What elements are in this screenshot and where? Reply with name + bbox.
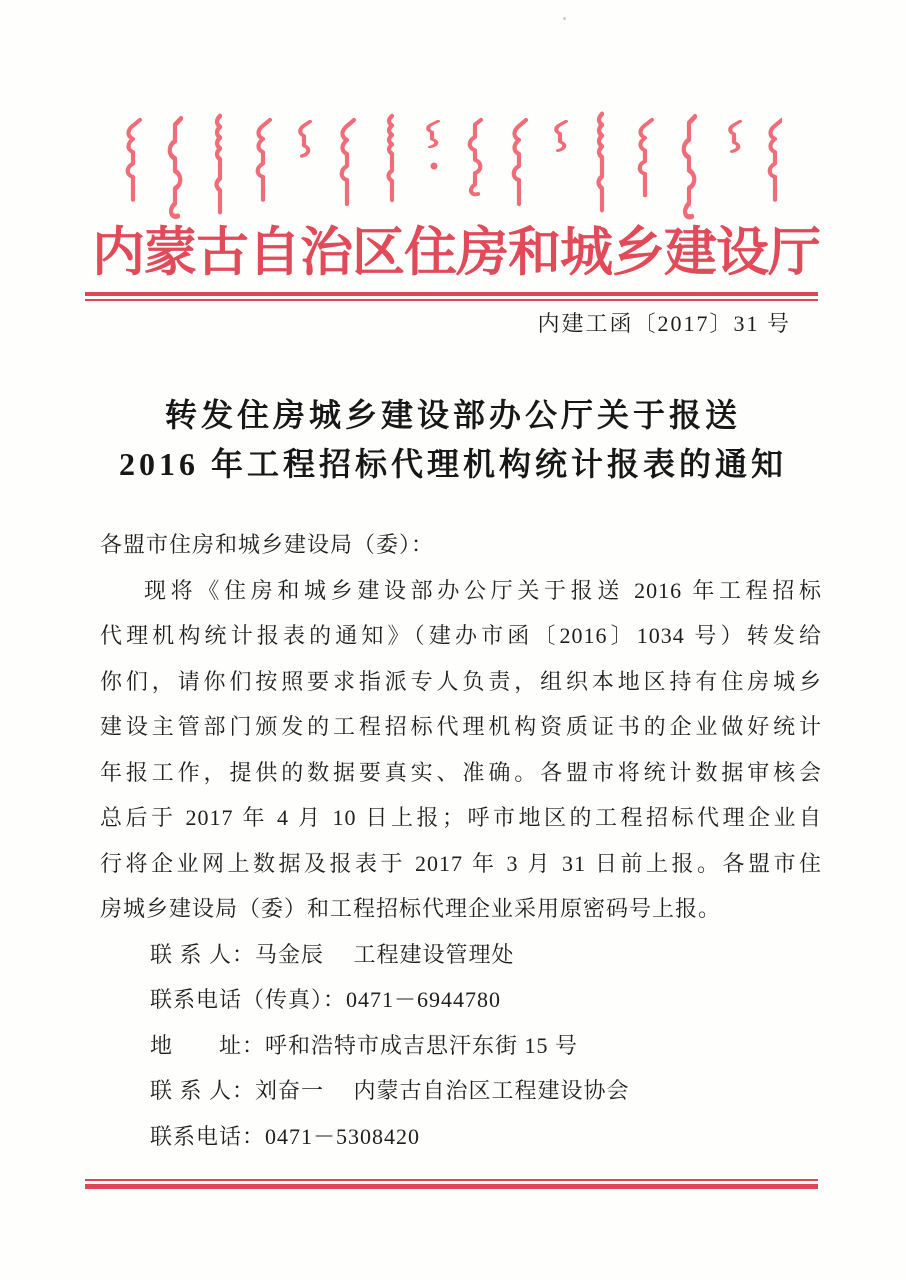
body-line: 年报工作，提供的数据要真实、准确。各盟市将统计数据审核会 (100, 759, 822, 785)
body-line: 现将《住房和城乡建设部办公厅关于报送 2016 年工程招标 (144, 577, 822, 603)
body-line: 代理机构统计报表的通知》（建办市函〔2016〕1034 号）转发给 (100, 623, 822, 648)
document-body (100, 522, 822, 1159)
department-name: 内蒙古自治区住房和城乡建设厅 (92, 224, 820, 282)
header-rule-thin (85, 299, 818, 301)
footer-rule-thick (85, 1184, 818, 1189)
body-line: 建设主管部门颁发的工程招标代理机构资质证书的企业做好统计 (100, 714, 822, 739)
mongolian-script-header (122, 110, 782, 228)
body-line: 行将企业网上数据及报表于 2017 年 3 月 31 日前上报。各盟市住 (100, 850, 822, 876)
contact-phone2-line: 联系电话：0471－5308420 (150, 1123, 421, 1149)
body-line: 你们，请你们按照要求指派专人负责，组织本地区持有住房城乡 (100, 668, 822, 694)
body-line: 总后于 2017 年 4 月 10 日上报；呼市地区的工程招标代理企业自 (100, 805, 822, 830)
header-rule-thick (85, 292, 818, 296)
contact-person2-line: 联 系 人：刘奋一 内蒙古自治区工程建设协会 (150, 1078, 630, 1103)
document-title-line1: 转发住房城乡建设部办公厅关于报送 (164, 397, 741, 433)
contact-person-line: 联 系 人：马金辰 工程建设管理处 (150, 941, 515, 967)
document-number: 内建工函〔2017〕31 号 (537, 311, 791, 336)
salutation: 各盟市住房和城乡建设局（委）： (100, 532, 435, 557)
contact-phone-fax-line: 联系电话（传真）：0471－6944780 (150, 987, 502, 1012)
document-title-line2: 2016 年工程招标代理机构统计报表的通知 (118, 446, 787, 482)
contact-address-line: 地 址：呼和浩特市成吉思汗东街 15 号 (150, 1032, 579, 1058)
body-line: 房城乡建设局（委）和工程招标代理企业采用原密码号上报。 (100, 896, 722, 921)
scan-artifact (563, 17, 566, 20)
footer-rule-thin (85, 1179, 818, 1181)
